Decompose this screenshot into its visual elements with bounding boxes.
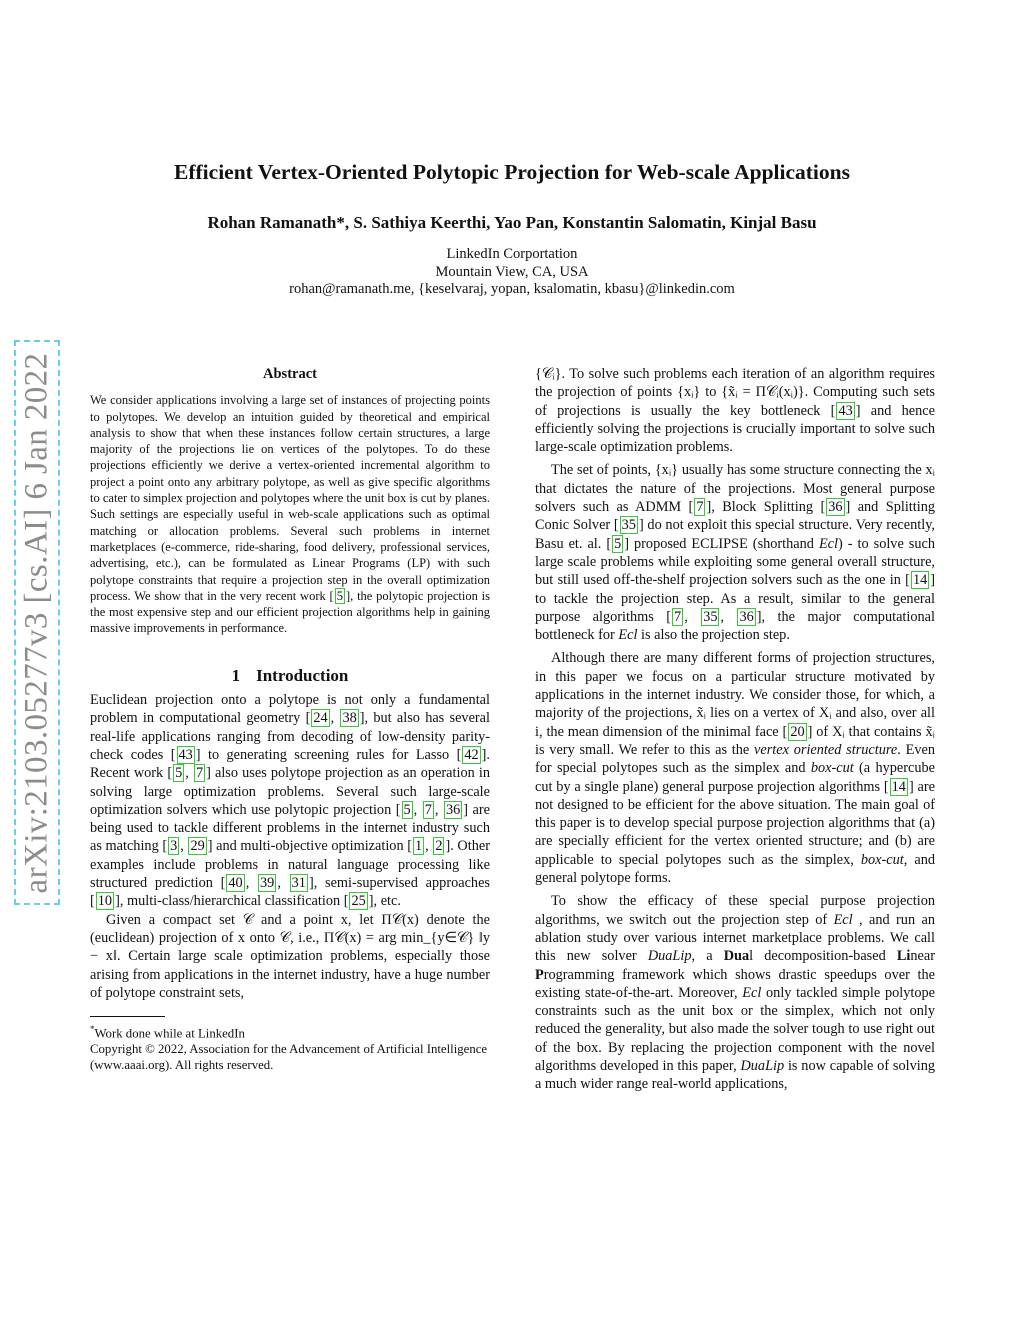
citation-link[interactable]: 38 <box>342 710 357 727</box>
section-heading-introduction: 1 Introduction <box>231 665 349 685</box>
affiliation-emails: rohan@ramanath.me, {keselvaraj, yopan, ksalomatin, kbasu}@linkedin.com <box>289 281 735 297</box>
citation-link[interactable]: 7 <box>696 499 704 516</box>
citation-link[interactable]: 20 <box>790 723 805 740</box>
citation-link[interactable]: 39 <box>260 875 275 892</box>
citation-link[interactable]: 36 <box>828 499 843 516</box>
citation-link[interactable]: 5 <box>614 535 622 552</box>
left-column <box>90 365 490 1073</box>
footnote-rule <box>90 1016 165 1017</box>
citation-link[interactable]: 5 <box>336 588 343 603</box>
intro-paragraph-1: Euclidean projection onto a polytope is not only a fundamental problem in computational geometry [ 24 , 38 ], but also has several real-life applications ranging from decoding of low-density parity-check codes [ 43 ] to generating screening rules for Lasso [ 42 ]. Recent work [ 5 , 7 ] also uses polytope projection as an operation in solving large optimization problems. Several such large-scale optimization solvers which use polytopic projection [ 5 , 7 , 36 ] are being used to tackle different problems in the internet industry such as matching [ 3 , 29 ] and multi-objective optimization [ 1 , 2 ]. Other examples include problems in natural language processing like structured prediction [ 40 , 39 , 31 ], semi-supervised approaches [ 10 ], multi-class/hierarchical classification [ 25 ], etc. <box>90 692 490 910</box>
footnote-text: Work done while at LinkedIn <box>94 1026 245 1041</box>
copyright-notice: Copyright © 2022, Association for the Advancement of Artificial Intelligence (www.aaai.org). All rights reserved. <box>90 1042 488 1073</box>
footnote: *Work done while at LinkedIn Copyright © 2022, Association for the Advancement of Artificial Intelligence (www.aaai.org). All rights reserved. <box>90 1021 490 1073</box>
right-paragraph-2: The set of points, {xᵢ} usually has some structure connecting the xᵢ that dictates the nature of the projections. Most general purpose solvers such as ADMM [ 7 ], Block Splitting [ 36 ] and Splitting Conic Solver [ 35 ] do not exploit this special structure. Very recently, Basu et. al. [ 5 ] proposed ECLIPSE (shorthand Ecl) - to solve such large scale problems while exploiting some general overall structure, but still used off-the-shelf projection solvers such as the one in [ 14 ] to tackle the projection step. As a result, similar to the general purpose algorithms [ 7 , 35 , 36 ], the major computational bottleneck for Ecl is also the projection step. <box>535 462 935 644</box>
citation-link[interactable]: 7 <box>195 765 204 782</box>
citation-link[interactable]: 14 <box>891 778 906 795</box>
citation-link[interactable]: 36 <box>739 608 754 625</box>
citation-link[interactable]: 10 <box>97 893 113 910</box>
right-paragraph-4: To show the efficacy of these special purpose projection algorithms, we switch out the projection step of Ecl , and run an ablation study over various internet marketplace problems. We call this new solver DuaLip, a Dual decomposition-based Linear Programming framework which shows drastic speedups over the existing state-of-the-art. Moreover, Ecl only tackled simple polytope constraints such as the unit box or the simplex, which not only reduced the generality, but also made the solver tough to use right out of the box. By replacing the projection component with the novel algorithms developed in this paper, DuaLip is now capable of solving a much wider range real-world applications, <box>535 893 935 1093</box>
citation-link[interactable]: 7 <box>674 608 682 625</box>
paper-title: Efficient Vertex-Oriented Polytopic Projection for Web-scale Applications <box>174 160 850 184</box>
citation-link[interactable]: 29 <box>190 838 205 855</box>
abstract-heading: Abstract <box>263 366 317 382</box>
intro-paragraph-2: Given a compact set 𝒞 and a point x, let Π𝒞(x) denote the (euclidean) projection of x onto 𝒞, i.e., Π𝒞(x) = arg min_{y∈𝒞} ‖y − x‖. Certain large scale optimization problems, especially those arising from applications in the internet industry, have a huge number of polytope constraint sets, <box>90 911 490 1001</box>
citation-link[interactable]: 5 <box>403 801 411 818</box>
citation-link[interactable]: 25 <box>351 893 366 910</box>
citation-link[interactable]: 5 <box>175 765 183 782</box>
right-column <box>535 365 935 1094</box>
citation-link[interactable]: 24 <box>313 710 328 727</box>
right-paragraph-3: Although there are many different forms of projection structures, in this paper we focus on a particular structure motivated by applications in the internet industry. We consider those, for which, a majority of the projections, x̃ᵢ lies on a vertex of Xᵢ and also, over all i, the mean dimension of the minimal face [ 20 ] of Xᵢ that contains x̃ᵢ is very small. We refer to this as the vertex oriented structure. Even for special polytopes such as the simplex and box-cut (a hypercube cut by a single plane) general purpose projection algorithms [ 14 ] are not designed to be efficient for the above situation. The main goal of this paper is to develop special purpose projection algorithms that (a) are specially efficient for the vertex oriented structure; and (b) are applicable to special polytopes such as the simplex, box-cut, and general polytope forms. <box>535 650 935 887</box>
affiliation <box>80 246 944 299</box>
citation-link[interactable]: 42 <box>464 746 479 763</box>
citation-link[interactable]: 2 <box>435 838 443 855</box>
citation-link[interactable]: 43 <box>178 746 193 763</box>
arxiv-stamp-text: arXiv:2103.05277v3 [cs.AI] 6 Jan 2022 <box>18 352 55 893</box>
citation-link[interactable]: 35 <box>703 608 718 625</box>
right-paragraph-1: {𝒞ᵢ}. To solve such problems each iteration of an algorithm requires the projection of points {xᵢ} to {x̃ᵢ = Π𝒞ᵢ(xᵢ)}. Computing such sets of projections is usually the key bottleneck [ 43 ] and hence efficiently solving the projections is crucially important to solve such large-scale optimization problems. <box>535 366 935 456</box>
abstract-text: We consider applications involving a large set of instances of projecting points to polytopes. We develop an intuition guided by theoretical and empirical analysis to show that when these instances follow certain structures, a large majority of the projections lie on vertices of the polytopes. To do these projections efficiently we derive a vertex-oriented incremental algorithm to project a point onto any arbitrary polytope, as well as give specific algorithms to cater to simplex projection and polytopes where the unit box is cut by planes. Such settings are especially useful in web-scale applications such as optimal matching or allocation problems. Several such problems in internet marketplaces (e-commerce, ride-sharing, food delivery, professional services, advertising, etc.), can be formulated as Linear Programs (LP) with such polytope constraints that require a projection step in the overall optimization process. We show that in the very recent work [ 5 ], the polytopic projection is the most expensive step and our efficient projection algorithms help in gaining massive improvements in performance. <box>90 393 490 636</box>
citation-link[interactable]: 35 <box>621 517 636 534</box>
citation-link[interactable]: 14 <box>912 572 928 589</box>
affiliation-location: Mountain View, CA, USA <box>435 263 589 280</box>
citation-link[interactable]: 43 <box>838 402 853 419</box>
citation-link[interactable]: 40 <box>228 875 243 892</box>
citation-link[interactable]: 36 <box>445 801 461 818</box>
affiliation-org: LinkedIn Corportation <box>446 246 578 262</box>
citation-link[interactable]: 3 <box>170 838 178 855</box>
arxiv-stamp <box>14 340 60 905</box>
citation-link[interactable]: 7 <box>424 801 432 818</box>
paper-authors: Rohan Ramanath*, S. Sathiya Keerthi, Yao Pan, Konstantin Salomatin, Kinjal Basu <box>207 213 817 232</box>
citation-link[interactable]: 31 <box>291 875 306 892</box>
citation-link[interactable]: 1 <box>414 838 423 855</box>
